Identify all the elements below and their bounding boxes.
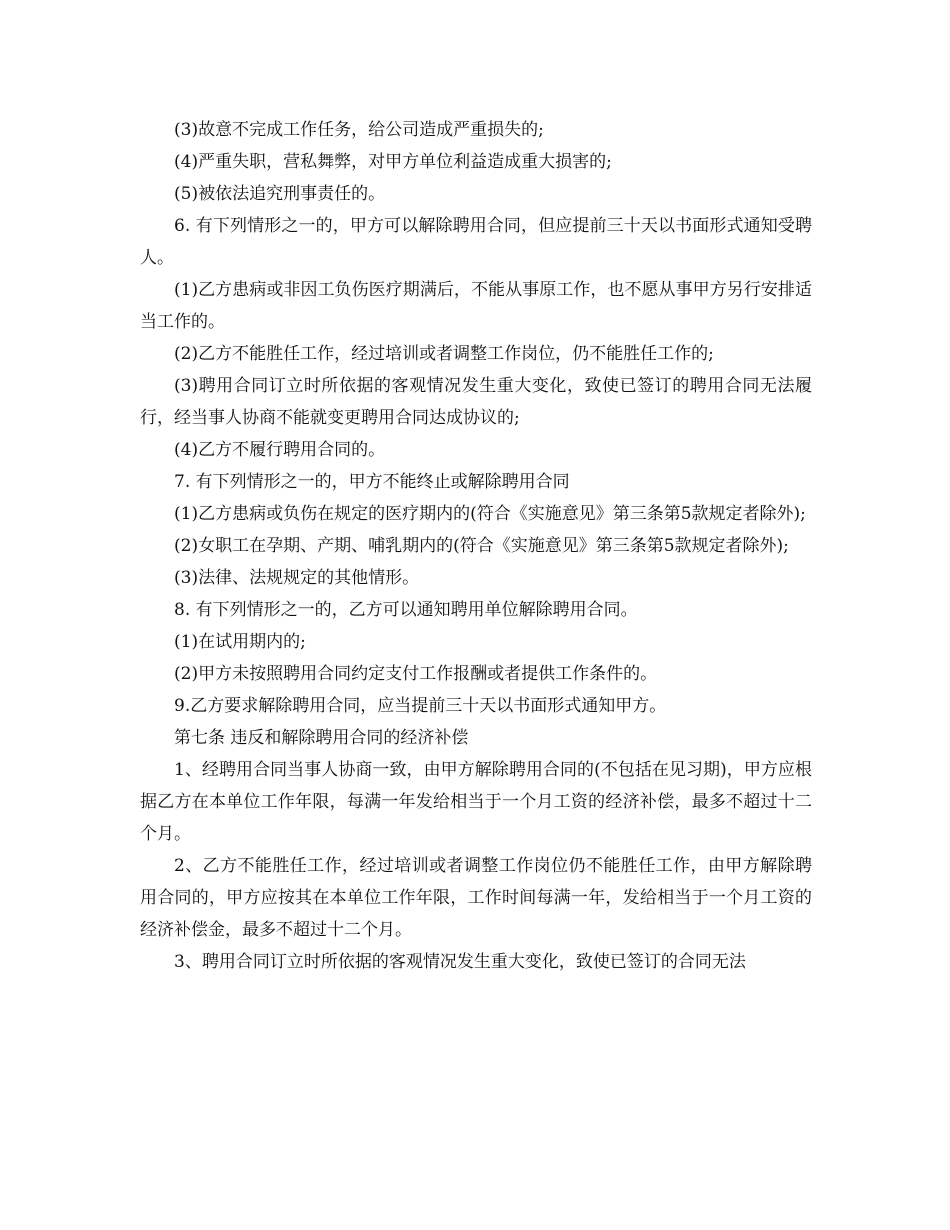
paragraph-3-4: (4)严重失职，营私舞弊，对甲方单位利益造成重大损害的; (174, 152, 612, 172)
paragraph-compensation-3: 3、聘用合同订立时所依据的客观情况发生重大变化，致使已签订的合同无法 (174, 952, 746, 972)
paragraph-8-2: (2)甲方未按照聘用合同约定支付工作报酬或者提供工作条件的。 (174, 664, 658, 684)
paragraph-3-3: (3)故意不完成工作任务，给公司造成严重损失的; (174, 120, 544, 140)
paragraph-6-4: (4)乙方不履行聘用合同的。 (174, 440, 386, 460)
section-heading-article-7: 第七条 违反和解除聘用合同的经济补偿 (174, 728, 469, 748)
paragraph-compensation-1: 1、经聘用合同当事人协商一致，由甲方解除聘用合同的(不包括在见习期)，甲方应根据乙方在本单位工作年限，每满一年发给相当于一个月工资的经济补偿，最多不超过十二个月。 (140, 760, 812, 844)
paragraph-compensation-2: 2、乙方不能胜任工作，经过培训或者调整工作岗位仍不能胜任工作，由甲方解除聘用合同的，甲方应按其在本单位工作年限，工作时间每满一年，发给相当于一个月工资的经济补偿金，最多不超过十二个月。 (140, 856, 812, 940)
paragraph-8-1: (1)在试用期内的; (174, 632, 306, 652)
paragraph-7-2: (2)女职工在孕期、产期、哺乳期内的(符合《实施意见》第三条第5款规定者除外); (174, 536, 789, 556)
paragraph-7-1: (1)乙方患病或负伤在规定的医疗期内的(符合《实施意见》第三条第5款规定者除外); (174, 504, 806, 524)
paragraph-6-1: (1)乙方患病或非因工负伤医疗期满后，不能从事原工作，也不愿从事甲方另行安排适当工作的。 (140, 280, 812, 332)
paragraph-7: 7. 有下列情形之一的，甲方不能终止或解除聘用合同 (174, 472, 570, 492)
paragraph-9: 9.乙方要求解除聘用合同，应当提前三十天以书面形式通知甲方。 (174, 696, 667, 716)
paragraph-8: 8. 有下列情形之一的，乙方可以通知聘用单位解除聘用合同。 (174, 600, 638, 620)
document-page (140, 114, 812, 978)
paragraph-7-3: (3)法律、法规规定的其他情形。 (174, 568, 420, 588)
paragraph-3-5: (5)被依法追究刑事责任的。 (174, 184, 386, 204)
paragraph-6-3: (3)聘用合同订立时所依据的客观情况发生重大变化，致使已签订的聘用合同无法履行，经当事人协商不能就变更聘用合同达成协议的; (140, 376, 812, 428)
paragraph-6: 6. 有下列情形之一的，甲方可以解除聘用合同，但应提前三十天以书面形式通知受聘人。 (140, 216, 812, 268)
paragraph-6-2: (2)乙方不能胜任工作，经过培训或者调整工作岗位，仍不能胜任工作的; (174, 344, 714, 364)
